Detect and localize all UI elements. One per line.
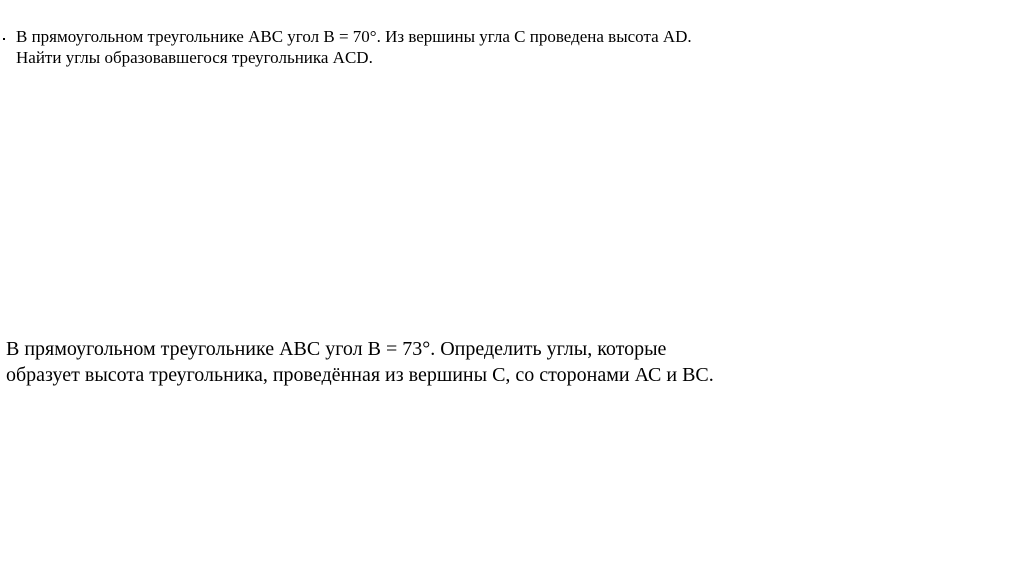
- problem-2-line-2: образует высота треугольника, проведённая из вершины С, со сторонами АС и ВС.: [6, 364, 714, 386]
- bullet-mark: [3, 38, 5, 40]
- problem-1-line-1: В прямоугольном треугольнике АВС угол В = 70°. Из вершины угла С проведена высота AD.: [16, 27, 692, 46]
- problem-2-line-1: В прямоугольном треугольнике АВС угол В = 73°. Определить углы, которые: [6, 338, 667, 360]
- problem-2-text: [6, 336, 906, 388]
- problem-1-text: [16, 26, 916, 68]
- problem-1-line-2: Найти углы образовавшегося треугольника ACD.: [16, 48, 373, 67]
